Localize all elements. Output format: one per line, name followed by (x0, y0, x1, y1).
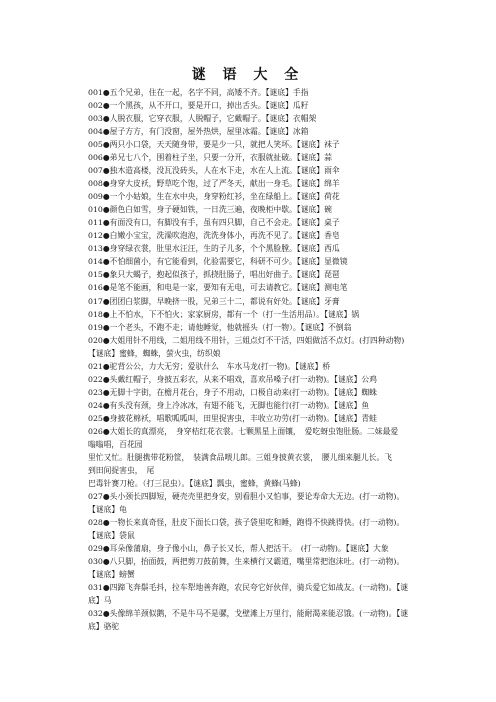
riddle-line: 里忙又忙。肚腿携带花粉筐， 装满食品喂儿郎。三姐身披黄衣裳， 腰儿细来腿儿长。飞 (88, 452, 393, 462)
riddle-line: 017●团团白浆脚，早晚挤一股，兄弟三十二，都说有好处。【谜底】牙膏 (88, 296, 340, 306)
riddle-line: 026●大姐长的真漂亮， 身穿桔红花衣裳。七颗黑星上面镶， 爱吃蚜虫饱肚肠。二妹最爱 (88, 426, 399, 436)
riddle-line: 015●象只大蝎子，抱起似孩子，抓挠肚肠子，唱出好曲子。【谜底】琵琶 (88, 270, 340, 280)
riddle-line: 014●不怕细菌小，有它能看到，化验需要它，科研不可少。【谜底】显微镜 (88, 257, 348, 267)
riddle-line: 024●有头没有颈，身上冷冰冰，有翅不能飞，无脚也能行(打一动物)。【谜底】鱼 (88, 400, 370, 410)
riddle-line: 012●白嫩小宝宝，洗澡吹泡泡，洗洗身体小，再洗不见了。【谜底】香皂 (88, 231, 340, 241)
riddle-line: 巴毒针赛刀枪。（打三昆虫）。【谜底】瓢虫，蜜蜂，黄蜂(马蜂) (88, 478, 301, 488)
riddle-line: 025●身披花棉袄，唱歌呱呱叫，田里捉害虫，丰收立功劳(打一动物)。【谜底】青蛙 (88, 413, 377, 423)
riddle-line: 029●耳朵像蒲扇，身子像小山，鼻子长又长，帮人把活干。 (打一动物)。【谜底】大象 (88, 544, 389, 554)
riddle-line: 023●无脚十字街，在檐月花台，身子不用动，口极自动来(打一动物)。【谜底】蜘蛛 (88, 387, 377, 397)
riddle-line: 【谜底】螃蟹 (88, 570, 135, 580)
riddle-line: 底】骆驼 (88, 622, 120, 632)
riddle-line: 【谜底】蜜蜂，蜘蛛，萤火虫，纺织娘 (88, 348, 221, 358)
document-title: 谜 语 大 全 (191, 67, 305, 83)
riddle-line: 020●大姐用针不用线，二姐用线不用针，三姐点灯不干活，四姐做活不点灯。(打四种动物) (88, 335, 405, 345)
riddle-line: 008●身穿大皮袄，野草吃个饱，过了严冬天，献出一身毛。【谜底】绵羊 (88, 179, 340, 189)
riddle-line: 到田间捉害虫， 尾 (88, 465, 155, 475)
riddle-line: 028●一物长来真奇怪，肚皮下面长口袋，孩子袋里吃和睡，跑得不快跳得快。(打一动物)。 (88, 518, 405, 528)
riddle-line: 005●两只小口袋，天天随身带，要是少一只，就把人笑坏。【谜底】袜子 (88, 140, 340, 150)
riddle-line: 019●一个老头，不跑不走；请他睡觉，他就摇头（打一物）。【谜底】不倒翁 (88, 322, 352, 332)
riddle-line: 嗡嗡唱，百花园 (88, 439, 143, 449)
riddle-line: 021●驼背公公，力大无穷；爱驮什么 车水马龙(打一物)。【谜底】桥 (88, 361, 331, 371)
riddle-line: 002●一个黑孩，从不开口，要是开口，掉出舌头。【谜底】瓜籽 (88, 101, 309, 111)
riddle-line: 013●身穿绿衣裳，肚里水汪汪，生的子儿多，个个黑脸膛。【谜底】西瓜 (88, 244, 340, 254)
riddle-line: 004●屋子方方，有门没窗，屋外热烘，屋里冰霜。【谜底】冰箱 (88, 127, 309, 137)
riddle-line: 【谜底】袋鼠 (88, 531, 135, 541)
riddle-line: 022●头戴红帽子，身披五彩衣，从来不唱戏，喜欢吊嗓子(打一动物)。【谜底】公鸡 (88, 374, 377, 384)
riddle-line: 027●头小颈长四脚短，硬壳壳里把身安，别看胆小又怕事，要论寿命大无边。(打一动物)。 (88, 491, 405, 501)
riddle-line: 006●弟兄七八个，围着柱子坐，只要一分开，衣服就扯破。【谜底】蒜 (88, 153, 332, 163)
riddle-line: 009●一个小姑娘，生在水中央，身穿粉红衫，坐在绿船上。【谜底】荷花 (88, 192, 340, 202)
riddle-line: 底】马 (88, 596, 112, 606)
riddle-line: 001●五个兄弟，住在一起，名字不同，高矮不齐。【谜底】手指 (88, 88, 309, 97)
riddle-list (88, 86, 418, 633)
riddle-line: 030●八只脚，抬面鼓，两把剪刀鼓前舞，生来横行又霸道，嘴里常把泡沫吐。(打一动物)。 (88, 557, 405, 567)
riddle-line: 003●人脱衣服，它穿衣服，人脱帽子，它戴帽子。【谜底】衣帽架 (88, 114, 317, 124)
riddle-line: 010●颜色白如雪，身子硬如铁，一日洗三遍，夜晚柜中歇。【谜底】碗 (88, 205, 332, 215)
riddle-line: 032●头像绵羊颈似鹅，不是牛马不是骡，戈壁滩上万里行，能耐渴来能忍饿。(一动物)。【谜 (88, 609, 409, 619)
riddle-line: 018●上不怕水，下不怕火；家家厨房，都有一个（打一生活用品）。【谜底】锅 (88, 309, 360, 319)
riddle-line: 007●独木造高楼，没瓦没砖头，人在水下走，水在人上流。【谜底】雨伞 (88, 166, 340, 176)
riddle-line: 011●有面没有口，有脚没有手，虽有四只脚，自己不会走。【谜底】桌子 (88, 218, 340, 228)
riddle-line: 031●四蹄飞奔鬃毛抖，拉车犁地善奔跑，农民夸它好伙伴，骑兵爱它如战友。(一动物)。【谜 (88, 583, 409, 593)
riddle-line: 【谜底】龟 (88, 505, 127, 514)
riddle-line: 016●是笔不能画，和电是一家，要知有无电，可去请教它。【谜底】测电笔 (88, 283, 348, 293)
